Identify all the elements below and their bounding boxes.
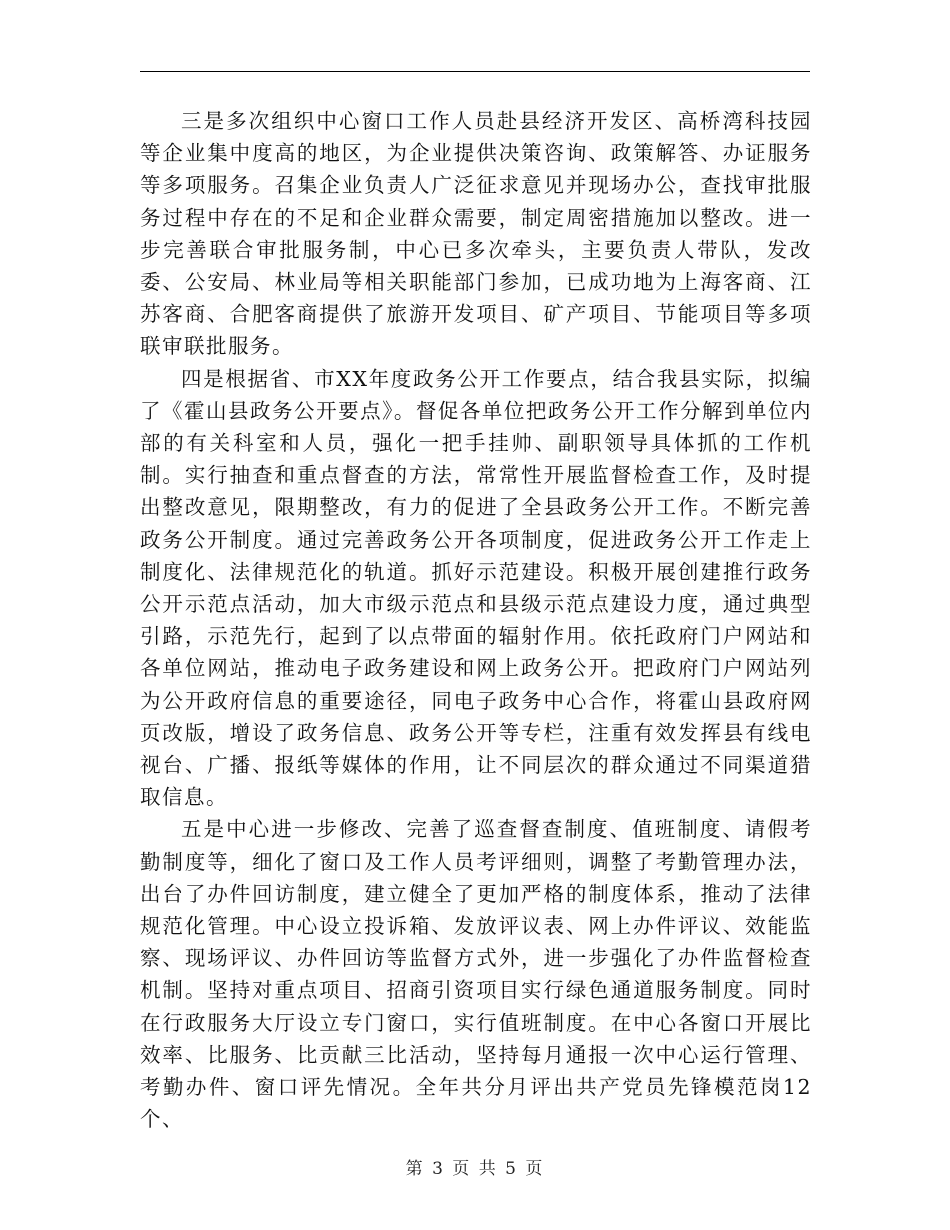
paragraph-item-4: 四是根据省、市XX年度政务公开工作要点，结合我县实际，拟编了《霍山县政务公开要点》。督促各单位把政务公开工作分解到单位内部的有关科室和人员，强化一把手挂帅、副职领导具体抓的工作机制。实行抽查和重点督查的方法，常常性开展监督检查工作，及时提出整改意见，限期整改，有力的促进了全县政务公开工作。不断完善政务公开制度。通过完善政务公开各项制度，促进政务公开工作走上制度化、法律规范化的轨道。抓好示范建设。积极开展创建推行政务公开示范点活动，加大市级示范点和县级示范点建设力度，通过典型引路，示范先行，起到了以点带面的辐射作用。依托政府门户网站和各单位网站，推动电子政务建设和网上政务公开。把政府门户网站列为公开政府信息的重要途径，同电子政务中心合作，将霍山县政府网页改版，增设了政务信息、政务公开等专栏，注重有效发挥县有线电视台、广播、报纸等媒体的作用，让不同层次的群众通过不同渠道猎取信息。 xyxy=(140,366,812,810)
page-number-footer: 第 3 页 共 5 页 xyxy=(405,1159,545,1179)
paragraph-item-5: 五是中心进一步修改、完善了巡查督查制度、值班制度、请假考勤制度等，细化了窗口及工作人员考评细则，调整了考勤管理办法，出台了办件回访制度，建立健全了更加严格的制度体系，推动了法律规范化管理。中心设立投诉箱、发放评议表、网上办件评议、效能监察、现场评议、办件回访等监督方式外，进一步强化了办件监督检查机制。坚持对重点项目、招商引资项目实行绿色通道服务制度。同时在行政服务大厅设立专门窗口，实行值班制度。在中心各窗口开展比效率、比服务、比贡献三比活动，坚持每月通报一次中心运行管理、考勤办件、窗口评先情况。全年共分月评出共产党员先锋模范岗12个、 xyxy=(140,817,812,1132)
document-body xyxy=(140,105,812,1136)
paragraph-item-3: 三是多次组织中心窗口工作人员赴县经济开发区、高桥湾科技园等企业集中度高的地区，为企业提供决策咨询、政策解答、办证服务等多项服务。召集企业负责人广泛征求意见并现场办公，查找审批服务过程中存在的不足和企业群众需要，制定周密措施加以整改。进一步完善联合审批服务制，中心已多次牵头，主要负责人带队，发改委、公安局、林业局等相关职能部门参加，已成功地为上海客商、江苏客商、合肥客商提供了旅游开发项目、矿产项目、节能项目等多项联审联批服务。 xyxy=(140,109,812,359)
header-rule xyxy=(140,71,810,72)
